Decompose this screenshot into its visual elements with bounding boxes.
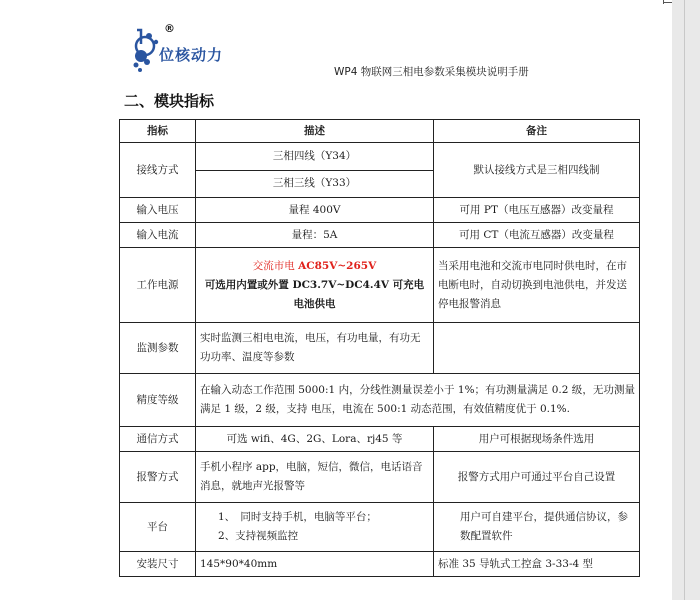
comms-desc: 可选 wifi、4G、2G、Lora、rj45 等: [196, 427, 434, 452]
row-label-platform: 平台: [120, 503, 196, 552]
row-label-size: 安装尺寸: [120, 552, 196, 577]
row-label-alarm: 报警方式: [120, 452, 196, 503]
monitor-desc: 实时监测三相电电流，电压，有功电量，有功无功功率、温度等参数: [196, 323, 434, 374]
table-row: [120, 452, 640, 503]
monitor-note: [434, 323, 640, 374]
table-row: [120, 248, 640, 323]
wiring-option-y33: 三相三线（Y33）: [196, 170, 434, 198]
wiring-option-y34: 三相四线（Y34）: [196, 143, 434, 171]
table-row: [120, 427, 640, 452]
section-title: 二、模块指标: [124, 92, 215, 110]
viewer-divider: [684, 0, 685, 600]
row-label-accuracy: 精度等级: [120, 374, 196, 427]
platform-desc-line-1: 1、 同时支持手机，电脑等平台；: [218, 511, 377, 523]
power-mains-range: AC85V~265V: [298, 259, 377, 272]
current-note: 可用 CT（电流互感器）改变量程: [434, 223, 640, 248]
row-label-monitor: 监测参数: [120, 323, 196, 374]
platform-desc-line-2: 2、支持视频监控: [218, 530, 299, 542]
power-mains-line: [200, 257, 429, 276]
platform-note: 用户可自建平台，提供通信协议，参数配置软件: [434, 503, 640, 552]
table-row: [120, 374, 640, 427]
table-row: [120, 323, 640, 374]
brand-name: 位核动力: [159, 46, 224, 64]
table-row: [120, 198, 640, 223]
spec-table: [119, 119, 640, 577]
header-cell-description: 描述: [196, 120, 434, 143]
row-label-comms: 通信方式: [120, 427, 196, 452]
crop-mark: [664, 2, 672, 3]
header-cell-indicator: 指标: [120, 120, 196, 143]
comms-note: 用户可根据现场条件选用: [434, 427, 640, 452]
table-row: [120, 503, 640, 552]
alarm-desc: 手机小程序 app，电脑，短信，微信，电话语音消息，就地声光报警等: [196, 452, 434, 503]
voltage-note: 可用 PT（电压互感器）改变量程: [434, 198, 640, 223]
wiring-note: 默认接线方式是三相四线制: [434, 143, 640, 198]
header-cell-remark: 备注: [434, 120, 640, 143]
accuracy-desc: 在输入动态工作范围 5000:1 内，分线性测量误差小于 1%；有功测量满足 0.2 级，无功测量满足 1 级，2 级，支持 电压，电流在 500:1 动态范围，有效值精度优于 0.1%.: [196, 374, 640, 427]
power-note: 当采用电池和交流市电同时供电时，在市电断电时，自动切换到电池供电，并发送停电报警消息: [434, 248, 640, 323]
voltage-desc: 量程 400V: [196, 198, 434, 223]
power-mains-label: 交流市电: [252, 259, 299, 272]
document-title: WP4 物联网三相电参数采集模块说明手册: [334, 66, 529, 78]
table-header-row: [120, 120, 640, 143]
power-battery-line: 可选用内置或外置 DC3.7V~DC4.4V 可充电电池供电: [204, 278, 425, 310]
current-desc: 量程：5A: [196, 223, 434, 248]
alarm-note: 报警方式用户可通过平台自己设置: [434, 452, 640, 503]
size-desc: 145*90*40mm: [196, 552, 434, 577]
table-row: [120, 552, 640, 577]
table-row: [120, 223, 640, 248]
size-note: 标准 35 导轨式工控盒 3-33-4 型: [434, 552, 640, 577]
row-label-power: 工作电源: [120, 248, 196, 323]
power-desc: [196, 248, 434, 323]
platform-desc: [196, 503, 434, 552]
crop-mark: [663, 0, 664, 4]
registered-mark: ®: [164, 22, 175, 35]
row-label-voltage: 输入电压: [120, 198, 196, 223]
row-label-current: 输入电流: [120, 223, 196, 248]
table-row: [120, 143, 640, 171]
row-label-wiring: 接线方式: [120, 143, 196, 198]
